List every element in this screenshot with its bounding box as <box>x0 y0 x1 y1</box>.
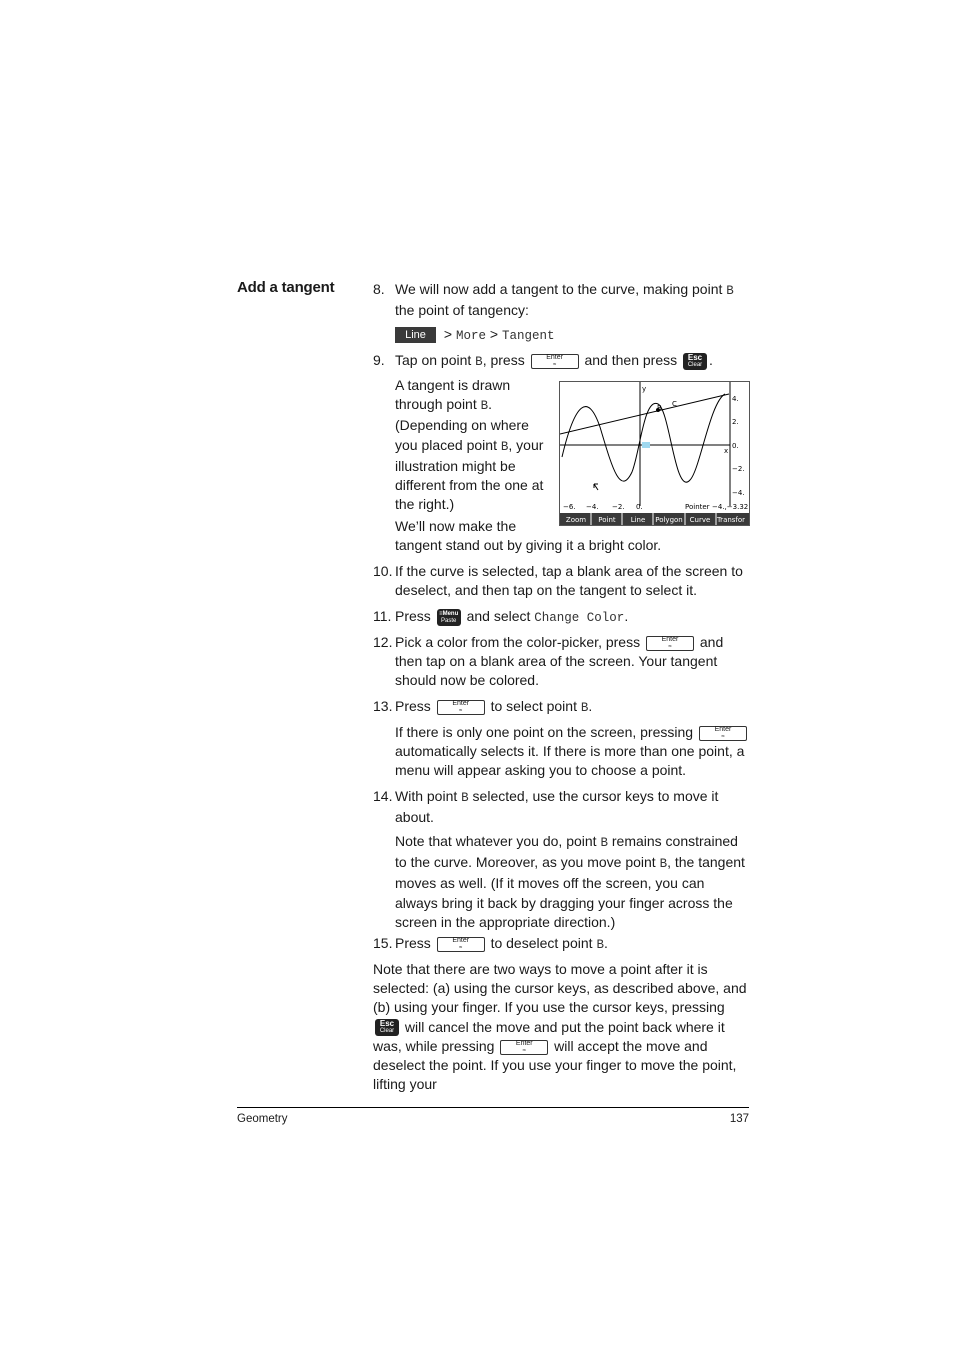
geometry-plot <box>560 382 749 525</box>
x-tick: 0. <box>636 503 643 511</box>
pointer-arrow-icon <box>594 484 598 490</box>
step-text: . <box>709 352 713 368</box>
step-number: 14. <box>373 788 393 804</box>
softkey-transform: Transfor <box>716 516 746 524</box>
pointer-status: Pointer <box>685 503 710 511</box>
step-text: , press <box>482 352 529 368</box>
enter-key-icon: Enter ≈ <box>437 700 485 715</box>
x-tick: −6. <box>563 503 576 511</box>
y-tick-labels <box>732 395 745 497</box>
footer-chapter: Geometry <box>237 1113 288 1125</box>
closing-paragraph: Note that there are two ways to move a point after it is selected: (a) using the cursor keys, as described above, and (b) using your finger. If you use the cursor keys, pressing Esc Clear will cancel the move and put the point back where it was, while pressing Enter ≈ will accept the move and deselect the point. If you use your finger to move the point, lifting your <box>373 961 747 1093</box>
calculator-screenshot <box>559 381 750 526</box>
step-text: and then press <box>580 352 681 368</box>
y-tick: −2. <box>732 465 745 473</box>
step-13-note: If there is only one point on the screen, pressing Enter ≈ automatically selects it. If there is more than one point, a menu will appear asking you to choose a point. <box>395 723 749 781</box>
step-number: 15. <box>373 935 393 951</box>
x-tick-labels <box>563 503 643 511</box>
note-line: We’ll now make the <box>395 518 517 534</box>
enter-key-icon: Enter ≈ <box>531 354 579 369</box>
footer-divider <box>237 1107 749 1108</box>
step-body <box>395 280 747 320</box>
page-number: 137 <box>729 1113 749 1125</box>
y-axis-label: y <box>642 385 647 393</box>
esc-key-icon: Esc Clear <box>683 353 707 370</box>
separator: > <box>485 326 502 342</box>
y-tick: 2. <box>732 418 739 426</box>
point-label: B <box>726 284 734 298</box>
note-line: the right.) <box>395 496 455 513</box>
change-color-command: Change Color <box>534 611 625 625</box>
note-line: A tangent is drawn <box>395 377 511 393</box>
enter-key-icon: Enter ≈ <box>699 726 747 741</box>
selection-highlight <box>642 442 650 448</box>
step-number: 8. <box>373 281 385 297</box>
step-body: Press Enter ≈ to deselect point B. <box>395 935 608 952</box>
tangent-command: Tangent <box>501 329 555 343</box>
x-axis-label: x <box>724 447 729 455</box>
note-line: (Depending on where <box>395 417 529 434</box>
menu-key-icon: ≡Menu Paste <box>437 609 461 626</box>
step-text: We will now add a tangent to the curve, making point <box>395 281 727 297</box>
sine-curve <box>562 394 725 482</box>
menu-path <box>395 325 749 346</box>
step-body: Pick a color from the color-picker, press Enter ≈ and then tap on a blank area of the screen. Your tangent should now be colored. <box>395 634 724 689</box>
softkey-curve: Curve <box>689 516 711 524</box>
softkey-line: Line <box>630 516 646 524</box>
enter-key-icon: Enter ≈ <box>437 937 485 952</box>
point-b-label: B <box>657 404 662 412</box>
x-tick: −2. <box>612 503 625 511</box>
step-number: 9. <box>373 352 385 368</box>
point-label: B <box>475 355 483 369</box>
more-command: More <box>455 329 486 343</box>
enter-key-icon: Enter ≈ <box>500 1040 548 1055</box>
note-line: you placed point B, your <box>395 436 544 454</box>
note-line: different from the one at <box>395 477 544 494</box>
step-14-note: Note that whatever you do, point B remains constrained to the curve. Moreover, as you move point B, the tangent moves as well. (If it moves off the screen, you can always bring it back by dragging your finger across the screen in the appropriate direction.) <box>395 833 745 930</box>
step-9-note <box>395 376 555 514</box>
step-text: Tap on point <box>395 352 476 368</box>
step-body <box>395 351 747 372</box>
step-body: If the curve is selected, tap a blank area of the screen to deselect, and then tap on the tangent to select it. <box>395 563 743 599</box>
step-body: Press ≡Menu Paste and select Change Color. <box>395 608 629 625</box>
step-number: 13. <box>373 698 393 714</box>
note-line: through point B. <box>395 396 493 414</box>
softkey-zoom: Zoom <box>565 516 587 524</box>
section-heading: Add a tangent <box>237 279 335 296</box>
tangent-line <box>560 394 729 434</box>
step-body: Press Enter ≈ to select point B. <box>395 698 593 715</box>
point-c-label: C <box>672 400 677 408</box>
softkey-polygon: Polygon <box>655 516 683 524</box>
y-tick: 4. <box>732 395 739 403</box>
line-menu-key: Line <box>395 327 436 343</box>
step-number: 12. <box>373 634 393 650</box>
step-body: With point B selected, use the cursor keys to move it about. <box>395 788 719 826</box>
x-tick: −4. <box>586 503 599 511</box>
note-line: tangent stand out by giving it a bright color. <box>395 537 662 554</box>
step-text: the point of tangency: <box>395 302 529 319</box>
step-number: 11. <box>373 608 392 624</box>
y-tick: −4. <box>732 489 745 497</box>
step-number: 10. <box>373 563 393 579</box>
esc-key-icon: Esc Clear <box>375 1019 399 1036</box>
note-line: illustration might be <box>395 457 516 474</box>
softkey-point: Point <box>598 516 616 524</box>
pointer-coords: −4.,−3.32 <box>712 503 749 511</box>
y-tick: 0. <box>732 442 739 450</box>
enter-key-icon: Enter ≈ <box>646 636 694 651</box>
separator: > <box>440 326 456 342</box>
